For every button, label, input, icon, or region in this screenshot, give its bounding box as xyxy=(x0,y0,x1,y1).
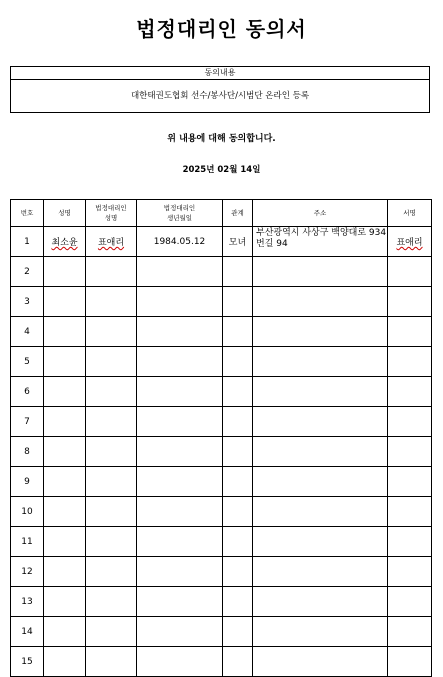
cell-signature xyxy=(388,617,432,647)
cell-guardian-name xyxy=(86,347,137,377)
cell-guardian-dob xyxy=(137,617,223,647)
cell-guardian-name xyxy=(86,407,137,437)
cell-address xyxy=(253,467,388,497)
cell-no-text: 11 xyxy=(21,536,33,547)
cell-guardian-name xyxy=(86,587,137,617)
cell-no xyxy=(11,587,44,617)
cell-no-text: 4 xyxy=(24,326,30,337)
cell-address xyxy=(253,377,388,407)
cell-guardian-dob xyxy=(137,527,223,557)
cell-guardian-dob xyxy=(137,557,223,587)
cell-guardian-name xyxy=(86,377,137,407)
cell-relation xyxy=(223,437,253,467)
cell-name xyxy=(44,587,86,617)
document-date: 2025년 02월 14일 xyxy=(182,165,261,175)
cell-guardian-dob xyxy=(137,437,223,467)
cell-name xyxy=(44,377,86,407)
table-row xyxy=(11,227,432,257)
cell-signature xyxy=(388,527,432,557)
cell-signature xyxy=(388,497,432,527)
cell-guardian-dob xyxy=(137,287,223,317)
cell-no xyxy=(11,497,44,527)
cell-guardian-dob xyxy=(137,647,223,677)
cell-name xyxy=(44,437,86,467)
cell-guardian-dob xyxy=(137,377,223,407)
cell-guardian-name xyxy=(86,647,137,677)
cell-signature xyxy=(388,407,432,437)
cell-name xyxy=(44,317,86,347)
table-row xyxy=(11,347,432,377)
table-row xyxy=(11,467,432,497)
cell-relation xyxy=(223,257,253,287)
cell-relation xyxy=(223,467,253,497)
cell-no xyxy=(11,287,44,317)
cell-name xyxy=(44,257,86,287)
cell-no xyxy=(11,467,44,497)
consent-table xyxy=(10,199,432,677)
consent-header: 동의내용 xyxy=(11,67,429,80)
header-signature: 서명 xyxy=(388,200,432,227)
cell-address xyxy=(253,317,388,347)
cell-address-text: 부산광역시 사상구 백양대로 934번길 94 xyxy=(256,228,387,249)
cell-no xyxy=(11,557,44,587)
cell-no-text: 9 xyxy=(24,476,30,487)
cell-relation xyxy=(223,647,253,677)
cell-no-text: 10 xyxy=(21,506,33,517)
cell-guardian-name xyxy=(86,557,137,587)
cell-signature xyxy=(388,257,432,287)
cell-relation xyxy=(223,557,253,587)
cell-name xyxy=(44,497,86,527)
cell-no-text: 3 xyxy=(24,296,30,307)
table-row xyxy=(11,557,432,587)
cell-address xyxy=(253,287,388,317)
cell-guardian-name xyxy=(86,497,137,527)
cell-no-text: 2 xyxy=(24,266,30,277)
cell-relation xyxy=(223,497,253,527)
cell-name xyxy=(44,287,86,317)
cell-address xyxy=(253,617,388,647)
cell-guardian-dob xyxy=(137,227,223,257)
cell-no-text: 7 xyxy=(24,416,30,427)
cell-guardian-name xyxy=(86,287,137,317)
table-body xyxy=(11,227,432,677)
cell-guardian-name xyxy=(86,257,137,287)
cell-no xyxy=(11,317,44,347)
cell-no-text: 5 xyxy=(24,356,30,367)
header-guardian-name-line1: 법정대리인 xyxy=(95,204,127,212)
consent-box xyxy=(10,66,430,113)
cell-guardian-name xyxy=(86,227,137,257)
cell-no-text: 15 xyxy=(21,656,33,667)
cell-no xyxy=(11,377,44,407)
cell-no xyxy=(11,347,44,377)
cell-no xyxy=(11,437,44,467)
table-row xyxy=(11,317,432,347)
cell-signature xyxy=(388,377,432,407)
cell-name xyxy=(44,557,86,587)
cell-name xyxy=(44,347,86,377)
cell-guardian-name xyxy=(86,617,137,647)
cell-relation xyxy=(223,617,253,647)
cell-signature xyxy=(388,647,432,677)
cell-address xyxy=(253,227,388,257)
cell-no xyxy=(11,407,44,437)
cell-guardian-dob xyxy=(137,257,223,287)
cell-address xyxy=(253,347,388,377)
header-guardian-dob xyxy=(137,200,223,227)
cell-no-text: 12 xyxy=(21,566,33,577)
cell-guardian-dob xyxy=(137,497,223,527)
cell-guardian-name xyxy=(86,317,137,347)
cell-name xyxy=(44,467,86,497)
cell-name xyxy=(44,227,86,257)
cell-guardian-name xyxy=(86,527,137,557)
cell-address xyxy=(253,527,388,557)
cell-relation xyxy=(223,377,253,407)
cell-guardian-dob xyxy=(137,407,223,437)
cell-relation xyxy=(223,227,253,257)
cell-name xyxy=(44,617,86,647)
cell-no-text: 6 xyxy=(24,386,30,397)
header-guardian-name xyxy=(86,200,137,227)
cell-signature xyxy=(388,467,432,497)
table-row xyxy=(11,497,432,527)
cell-guardian-dob xyxy=(137,347,223,377)
cell-name-text: 최소윤 xyxy=(51,238,78,248)
cell-guardian-dob-text: 1984.05.12 xyxy=(153,236,206,247)
cell-relation xyxy=(223,317,253,347)
cell-guardian-dob xyxy=(137,317,223,347)
document-title: 법정대리인 동의서 xyxy=(136,17,307,41)
cell-relation xyxy=(223,527,253,557)
cell-no xyxy=(11,527,44,557)
header-name: 성명 xyxy=(44,200,86,227)
cell-name xyxy=(44,407,86,437)
table-row xyxy=(11,527,432,557)
cell-relation xyxy=(223,407,253,437)
header-guardian-dob-line2: 생년월일 xyxy=(166,214,193,222)
cell-no xyxy=(11,227,44,257)
cell-guardian-dob xyxy=(137,467,223,497)
cell-no-text: 1 xyxy=(24,236,30,247)
cell-address xyxy=(253,587,388,617)
cell-address xyxy=(253,257,388,287)
cell-signature xyxy=(388,287,432,317)
agree-statement: 위 내용에 대해 동의합니다. xyxy=(167,134,276,144)
cell-signature xyxy=(388,227,432,257)
cell-address xyxy=(253,647,388,677)
header-no: 번호 xyxy=(11,200,44,227)
cell-address xyxy=(253,437,388,467)
cell-signature xyxy=(388,347,432,377)
cell-guardian-name-text: 표애리 xyxy=(97,238,125,248)
table-row xyxy=(11,617,432,647)
cell-no-text: 14 xyxy=(21,626,33,637)
table-row xyxy=(11,377,432,407)
header-relation: 관계 xyxy=(223,200,253,227)
cell-address xyxy=(253,497,388,527)
cell-guardian-name xyxy=(86,437,137,467)
table-row xyxy=(11,647,432,677)
cell-name xyxy=(44,647,86,677)
cell-relation xyxy=(223,287,253,317)
table-row xyxy=(11,587,432,617)
header-guardian-dob-line1: 법정대리인 xyxy=(163,204,196,212)
table-row xyxy=(11,257,432,287)
cell-address xyxy=(253,557,388,587)
cell-guardian-dob xyxy=(137,587,223,617)
cell-signature-text: 표애리 xyxy=(396,238,423,248)
table-header-row xyxy=(11,200,432,227)
cell-name xyxy=(44,527,86,557)
cell-no xyxy=(11,617,44,647)
table-row xyxy=(11,287,432,317)
table-row xyxy=(11,407,432,437)
cell-relation xyxy=(223,347,253,377)
consent-body: 대한태권도협회 선수/봉사단/시범단 온라인 등록 xyxy=(130,91,310,101)
cell-no xyxy=(11,647,44,677)
header-address: 주소 xyxy=(253,200,388,227)
cell-no xyxy=(11,257,44,287)
cell-guardian-name xyxy=(86,467,137,497)
cell-signature xyxy=(388,557,432,587)
cell-address xyxy=(253,407,388,437)
cell-signature xyxy=(388,437,432,467)
cell-no-text: 8 xyxy=(24,446,30,457)
table-row xyxy=(11,437,432,467)
header-guardian-name-line2: 성명 xyxy=(104,214,118,222)
cell-no-text: 13 xyxy=(21,596,33,607)
cell-relation-text: 모녀 xyxy=(228,238,247,248)
cell-signature xyxy=(388,587,432,617)
cell-signature xyxy=(388,317,432,347)
cell-relation xyxy=(223,587,253,617)
